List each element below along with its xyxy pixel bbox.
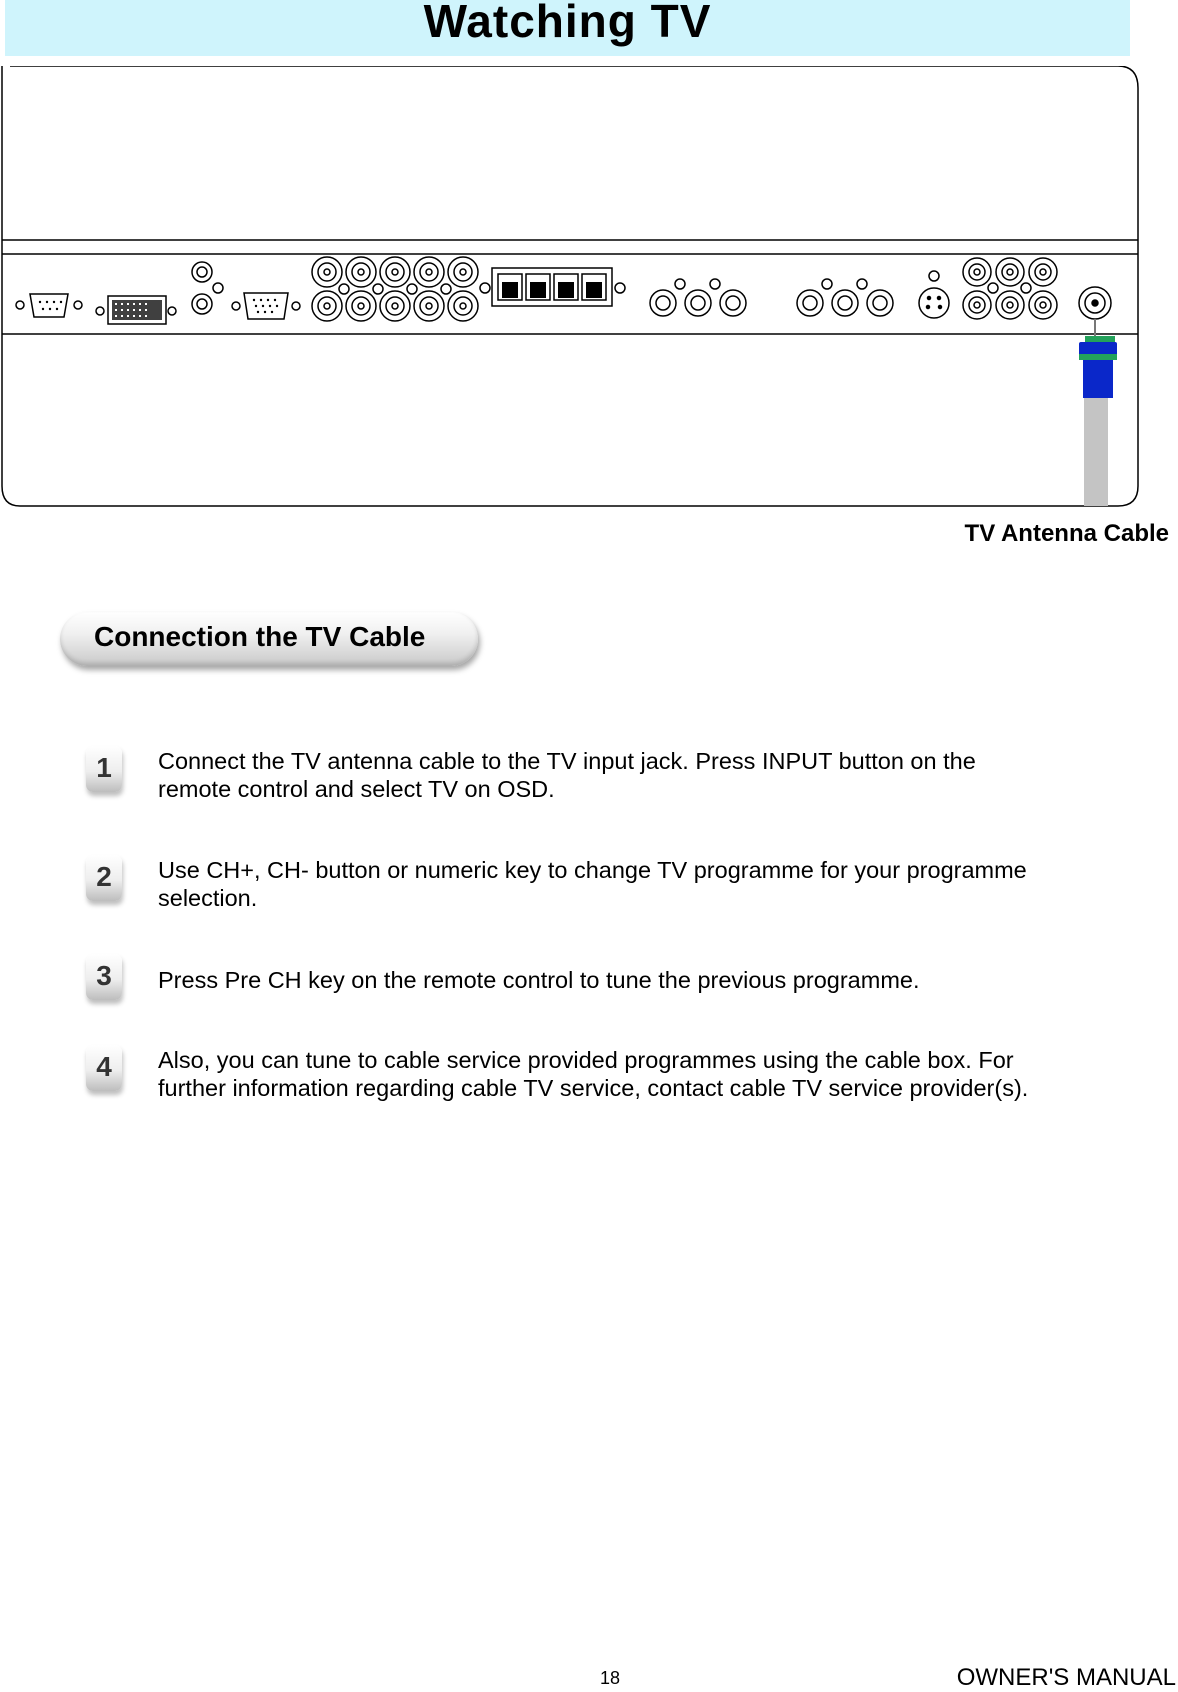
antenna-cable-label: TV Antenna Cable bbox=[964, 520, 1169, 547]
video-jacks-icon bbox=[963, 258, 1057, 319]
antenna-input-jack-icon bbox=[1079, 287, 1111, 319]
step-number: 2 bbox=[96, 861, 112, 892]
section-header bbox=[60, 612, 478, 666]
step-text: Also, you can tune to cable service provided programmes using the cable box. For further information regarding cable TV service, contact cable TV service provider(s). bbox=[158, 1047, 1029, 1101]
section-title: Connection the TV Cable bbox=[94, 621, 426, 652]
tv-rear-panel-diagram bbox=[0, 66, 1140, 508]
step-text: Use CH+, CH- button or numeric key to change TV programme for your programme selection. bbox=[158, 857, 1027, 911]
step-text: Connect the TV antenna cable to the TV input jack. Press INPUT button on the remote control and select TV on OSD. bbox=[158, 748, 976, 802]
page-number: 18 bbox=[600, 1668, 621, 1688]
step-number-badge bbox=[86, 954, 122, 1000]
dvi-port-icon bbox=[96, 296, 176, 324]
step-text: Press Pre CH key on the remote control to tune the previous programme. bbox=[158, 967, 920, 993]
av-output-jacks-icon bbox=[797, 279, 893, 316]
av-input-jacks-icon bbox=[650, 279, 746, 316]
page-title: Watching TV bbox=[423, 0, 712, 47]
s-video-jack-icon bbox=[919, 271, 949, 318]
step-number: 3 bbox=[96, 960, 112, 991]
step-number: 4 bbox=[96, 1051, 112, 1082]
step-number: 1 bbox=[96, 752, 112, 783]
pc-rgb-port-icon bbox=[232, 293, 300, 319]
step-number-badge bbox=[86, 1045, 122, 1091]
rs232-port-icon bbox=[16, 294, 82, 317]
manual-footer-label: OWNER'S MANUAL bbox=[956, 1664, 1176, 1691]
speaker-terminal-icon bbox=[480, 268, 625, 306]
audio-jack-icon bbox=[192, 262, 223, 314]
step-number-badge bbox=[86, 746, 122, 792]
antenna-cable bbox=[1079, 319, 1117, 506]
step-number-badge bbox=[86, 855, 122, 901]
component-jacks-icon bbox=[312, 257, 478, 321]
title-bar bbox=[5, 0, 1130, 56]
